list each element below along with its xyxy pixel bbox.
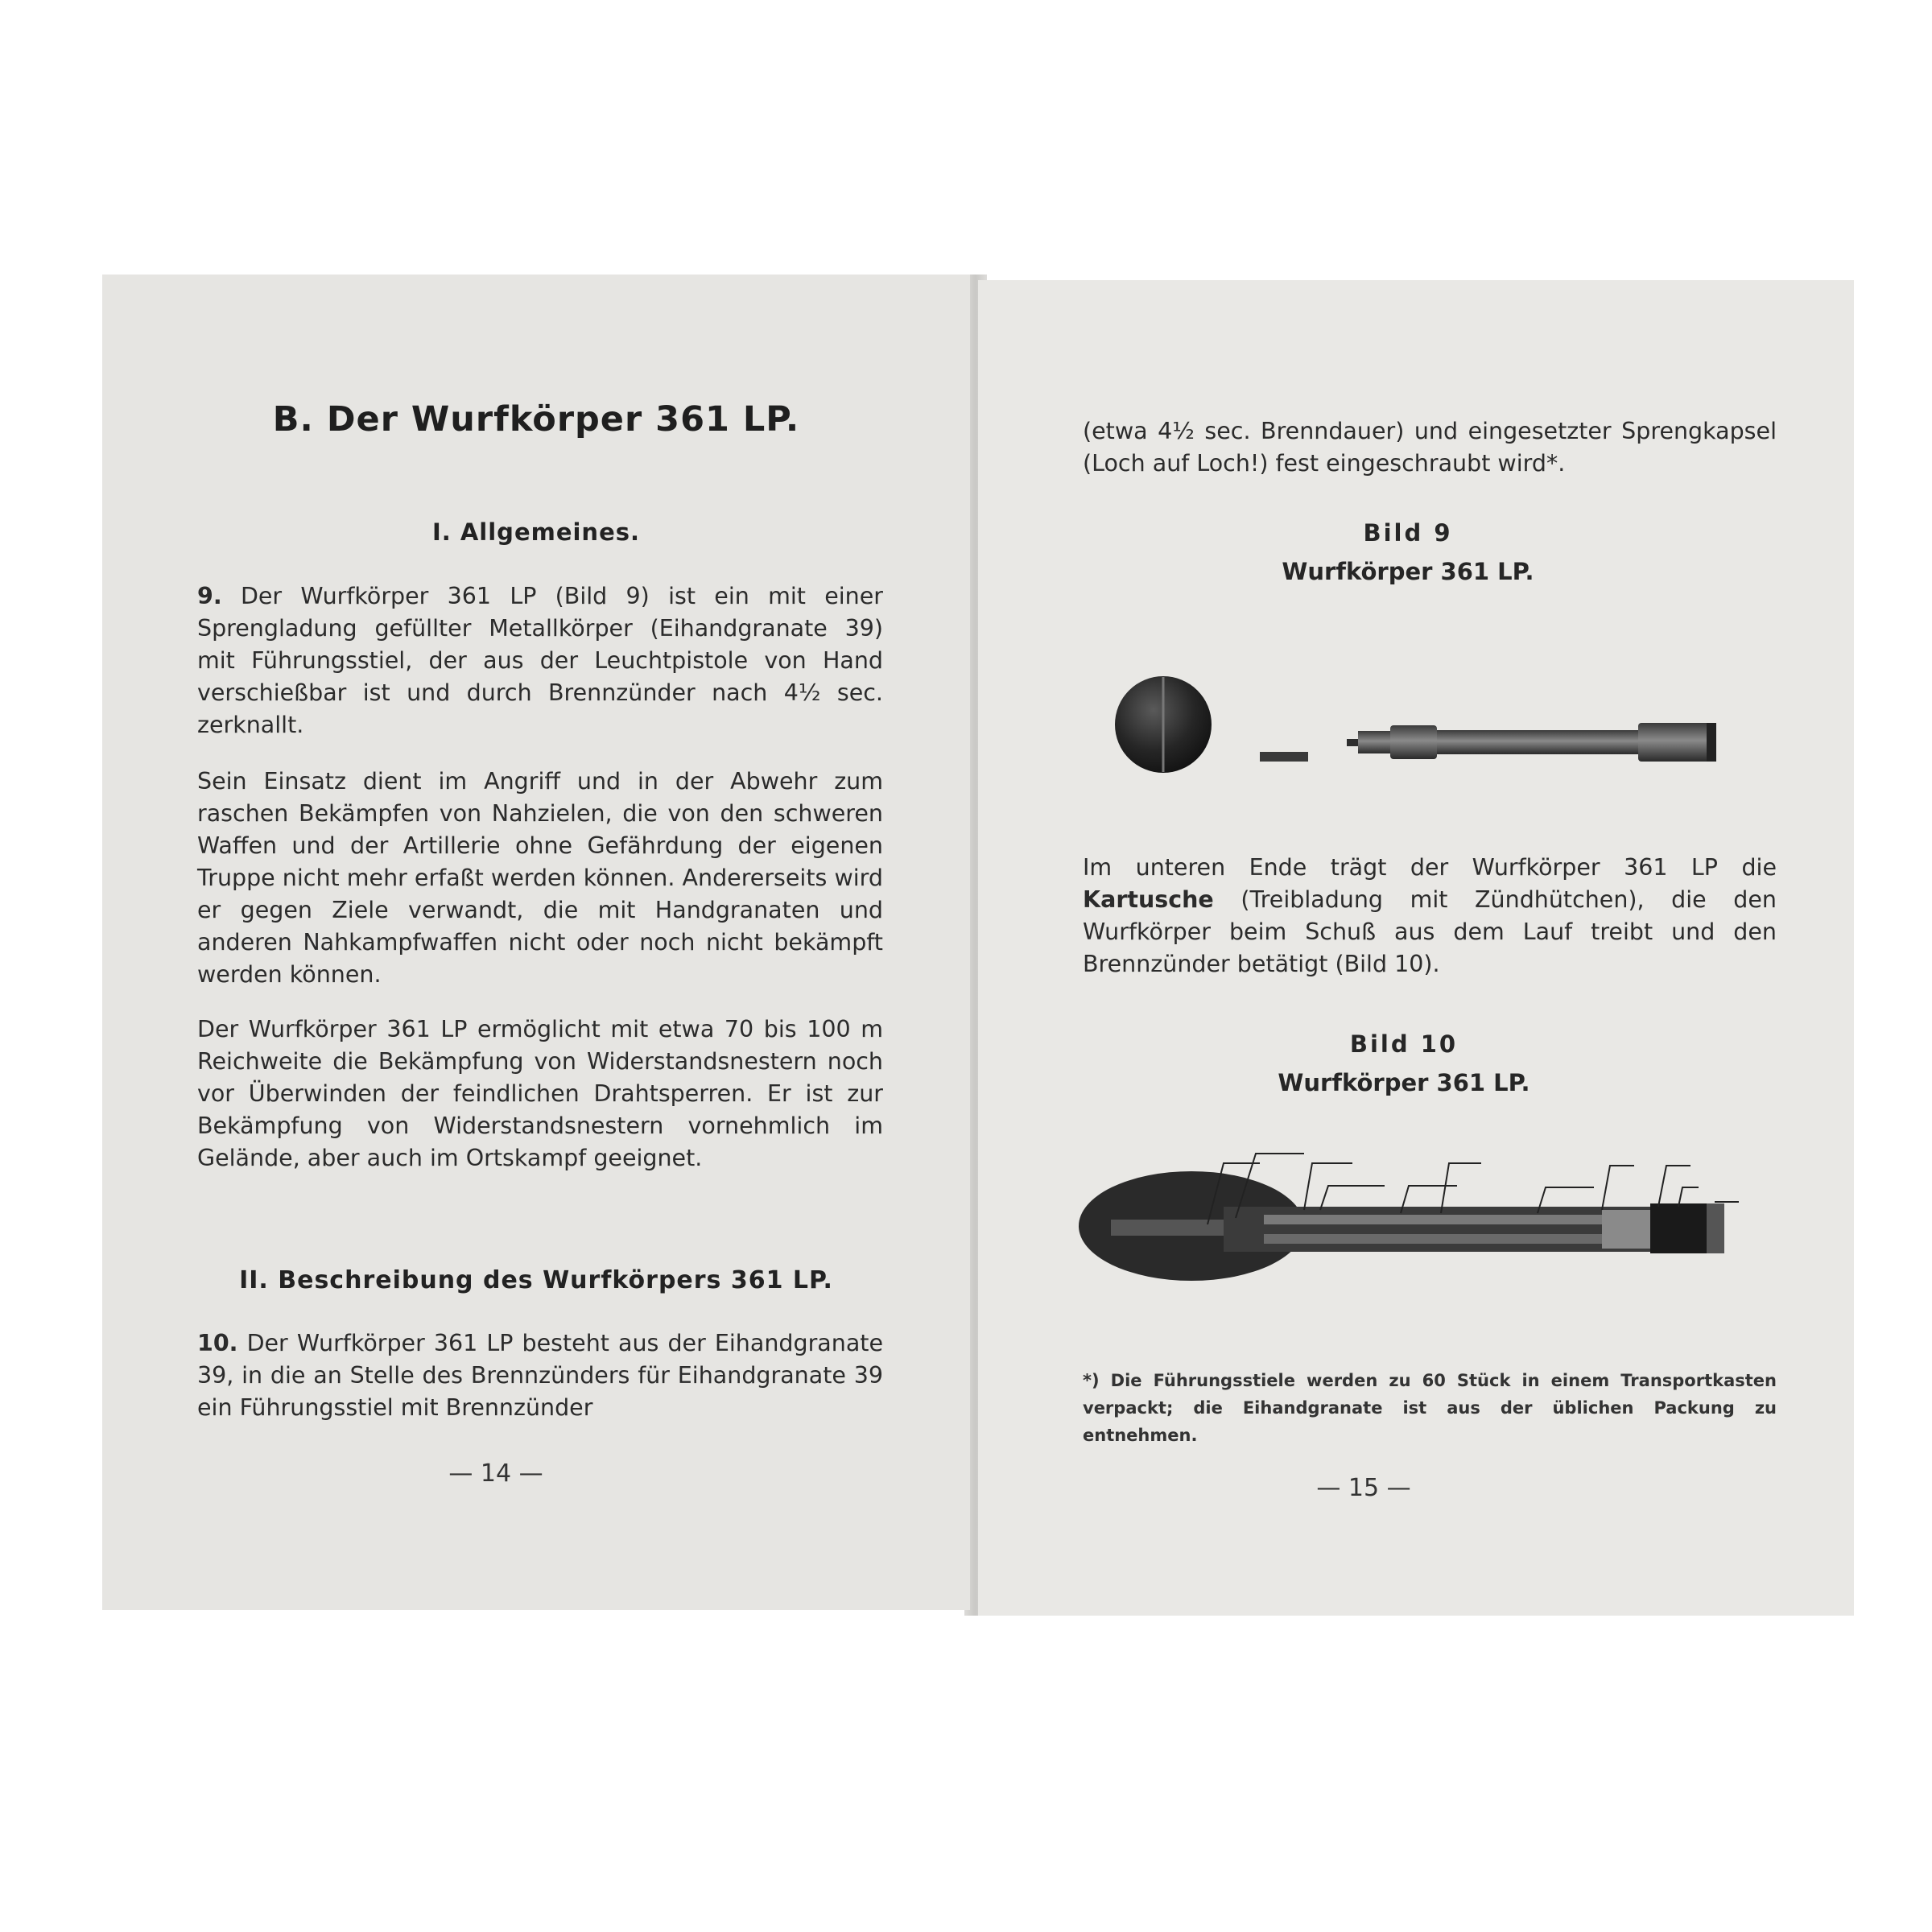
paragraph-9 <box>197 580 883 741</box>
figure-9-caption <box>970 514 1846 591</box>
page-number-left: — 14 — <box>448 1459 543 1488</box>
figure-10-cutaway-illustration <box>1071 1129 1779 1282</box>
paragraph-text: (Treibladung mit Zündhütchen), die den Wurfkörper beim Schuß aus dem Lauf treibt und den Brennzünder betätigt (Bild 10). <box>1083 886 1777 977</box>
figure-9-title: Wurfkörper 361 LP. <box>1282 558 1534 585</box>
page-number-right: — 15 — <box>1316 1474 1411 1502</box>
section-heading-allgemeines: I. Allgemeines. <box>431 518 641 546</box>
figure-10-label: Bild 10 <box>1349 1030 1459 1058</box>
paragraph-10 <box>197 1327 883 1424</box>
paragraph-number: 9. <box>197 583 222 609</box>
paragraph-text: Im unteren Ende trägt der Wurfkörper 361 LP die <box>1083 854 1777 881</box>
figure-10-title: Wurfkörper 361 LP. <box>1278 1069 1530 1096</box>
figure-9-label: Bild 9 <box>1363 519 1453 547</box>
paragraph-einsatz: Sein Einsatz dient im Angriff und in der Abwehr zum raschen Bekämpfen von Nahzielen, die von den schweren Waffen und der Artillerie ohne Gefährdung der eigenen Truppe nicht mehr erfaßt werden können. Andererseits wird er gegen Ziele verwandt, die mit Handgranaten und anderen Nahkampfwaffen nicht oder noch nicht bekämpft werden können. <box>197 768 883 988</box>
guide-stick-shape <box>1437 730 1638 754</box>
paragraph-reichweite: Der Wurfkörper 361 LP ermöglicht mit etwa 70 bis 100 m Reichweite die Bekämpfung von Widerstandsnestern noch vor Überwinden der feindlichen Drahtsperren. Er ist zur Bekämpfung von Widerstandsnestern vornehmlich im Gelände, aber auch im Ortskampf geeignet. <box>197 1016 883 1171</box>
paragraph-kartusche <box>1083 852 1777 980</box>
left-page <box>102 275 970 1610</box>
paragraph-text: Der Wurfkörper 361 LP besteht aus der Eihandgranate 39, in die an Stelle des Brennzünders für Eihandgranate 39 ein Führungsstiel mit Brennzünder <box>197 1330 883 1421</box>
paragraph-number: 10. <box>197 1330 238 1356</box>
section-heading-beschreibung: II. Beschreibung des Wurfkörpers 361 LP. <box>239 1266 833 1294</box>
paragraph-continuation: (etwa 4½ sec. Brenndauer) und eingesetzter Sprengkapsel (Loch auf Loch!) fest eingeschraubt wird*. <box>1083 418 1777 477</box>
chapter-title: B. Der Wurfkörper 361 LP. <box>272 399 800 440</box>
fuse-head-shape <box>1358 731 1390 753</box>
figure-9-illustration <box>1107 675 1743 783</box>
paragraph-text: Der Wurfkörper 361 LP (Bild 9) ist ein mit einer Sprengladung gefüllter Metallkörper (Eihandgranate 39) mit Führungsstiel, der aus der Leuchtpistole von Hand verschießbar ist und durch Brennzünder nach 4½ sec. zerknallt. <box>197 583 883 738</box>
detonator-capsule-shape <box>1260 752 1308 762</box>
term-kartusche: Kartusche <box>1083 886 1214 913</box>
right-page <box>978 280 1854 1616</box>
footnote: *) Die Führungsstiele werden zu 60 Stück in einem Transportkasten verpackt; die Eihandgranate ist aus der üblichen Packung zu entnehmen. <box>1083 1371 1777 1445</box>
figure-10-caption <box>966 1025 1842 1102</box>
